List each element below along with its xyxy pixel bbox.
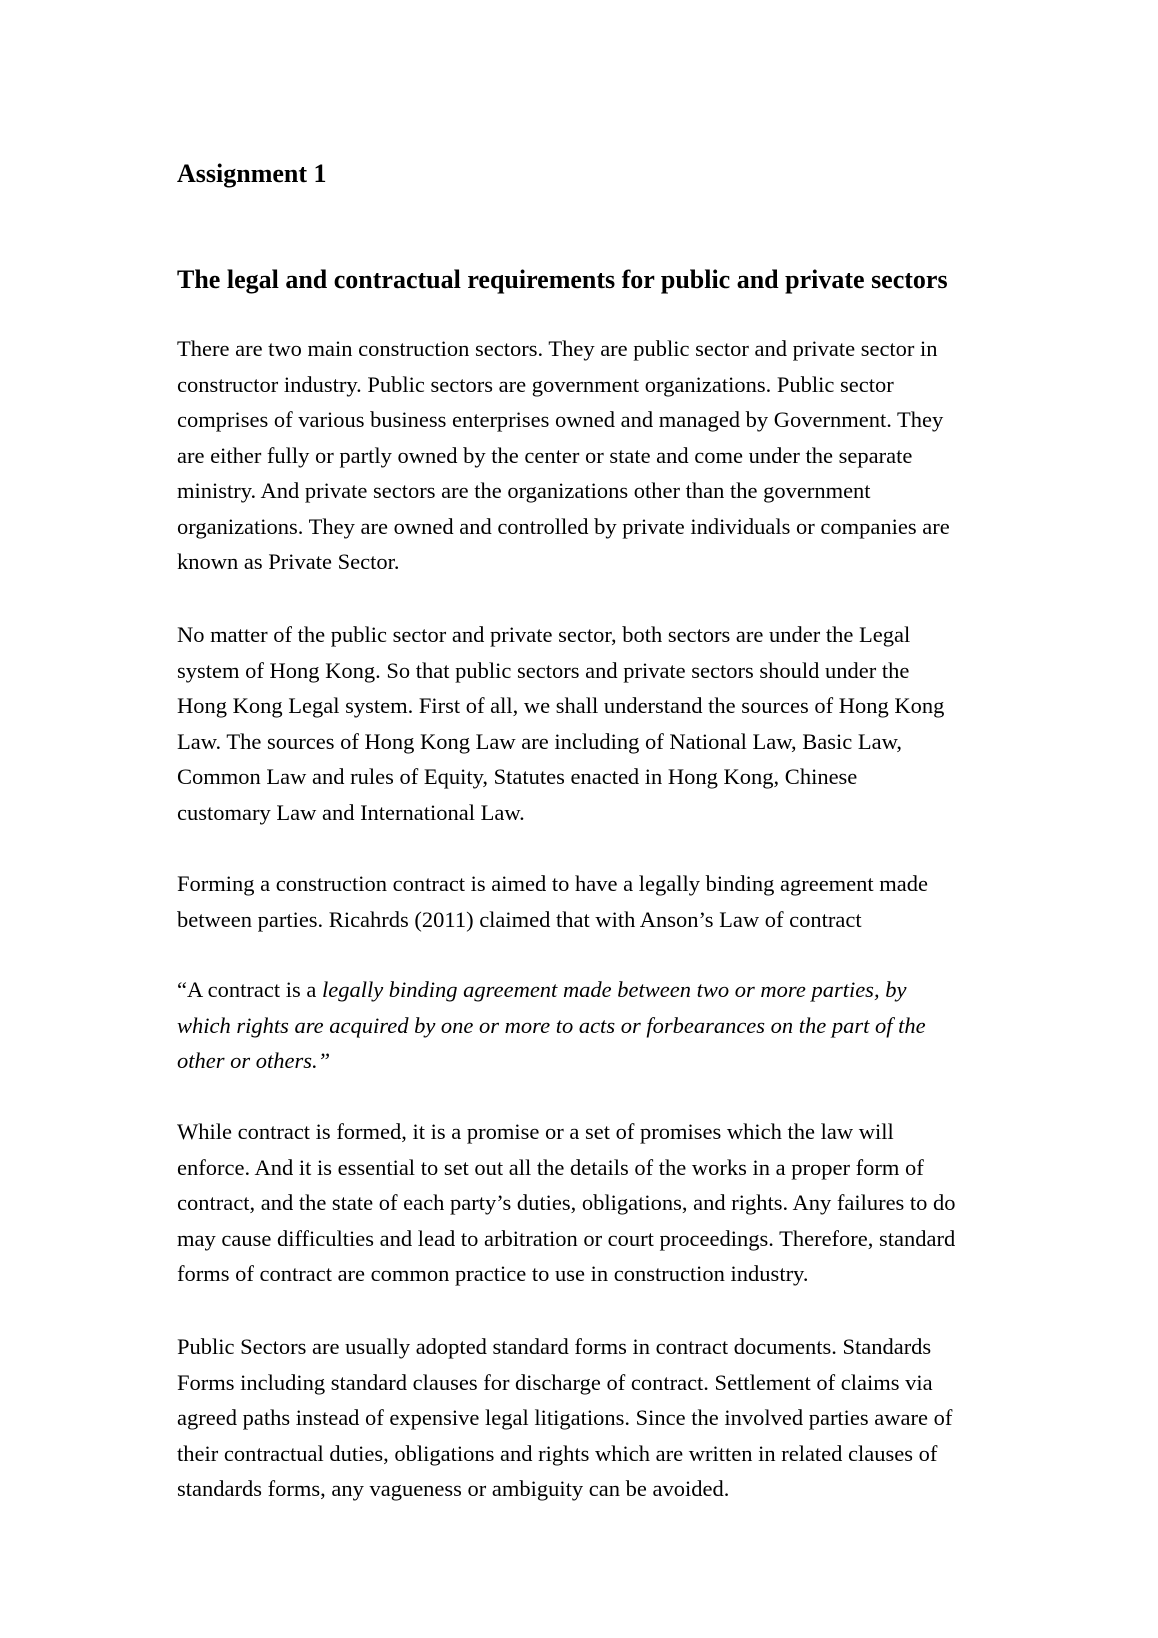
paragraph-line: enforce. And it is essential to set out all the details of the works in a proper form of (177, 1154, 924, 1180)
quote-lead: “A contract is a (177, 977, 322, 1002)
document-title: Assignment 1 (177, 159, 327, 188)
paragraph-line: their contractual duties, obligations and rights which are written in related clauses of (177, 1440, 938, 1466)
contract-definition-quote (177, 972, 1003, 1079)
paragraph-line: known as Private Sector. (177, 549, 400, 574)
quote-line: which rights are acquired by one or more to acts or forbearances on the part of the (177, 1012, 926, 1038)
paragraph-line: comprises of various business enterprises owned and managed by Government. They (177, 407, 944, 432)
paragraph-line: Forms including standard clauses for discharge of contract. Settlement of claims via (177, 1369, 933, 1395)
paragraph-line: standards forms, any vagueness or ambiguity can be avoided. (177, 1476, 730, 1501)
paragraph-line: No matter of the public sector and private sector, both sectors are under the Legal (177, 622, 911, 647)
paragraph-line: ministry. And private sectors are the organizations other than the government (177, 478, 871, 503)
paragraph-line: agreed paths instead of expensive legal litigations. Since the involved parties aware of (177, 1405, 953, 1430)
paragraph-contract-formation (177, 1114, 1003, 1292)
paragraph-line: system of Hong Kong. So that public sectors and private sectors should under the (177, 657, 910, 683)
paragraph-line: are either fully or partly owned by the center or state and come under the separate (177, 442, 913, 468)
section-heading: The legal and contractual requirements for public and private sectors (177, 265, 948, 294)
paragraph-line: contract, and the state of each party’s duties, obligations, and rights. Any failures to do (177, 1190, 956, 1215)
paragraph-line: constructor industry. Public sectors are government organizations. Public sector (177, 371, 894, 397)
paragraph-line: Law. The sources of Hong Kong Law are including of National Law, Basic Law, (177, 728, 902, 754)
paragraph-line: forms of contract are common practice to use in construction industry. (177, 1261, 809, 1286)
paragraph-line: While contract is formed, it is a promise or a set of promises which the law will (177, 1119, 894, 1144)
paragraph-line: Hong Kong Legal system. First of all, we shall understand the sources of Hong Kong (177, 693, 945, 718)
quote-line (177, 972, 1003, 1008)
paragraph-line: Public Sectors are usually adopted standard forms in contract documents. Standards (177, 1334, 932, 1359)
paragraph-standard-forms (177, 1329, 1003, 1507)
quote-italic: legally binding agreement made between two or more parties, by (321, 977, 907, 1002)
paragraph-construction-contract (177, 866, 1003, 937)
paragraph-line: between parties. Ricahrds (2011) claimed that with Anson’s Law of contract (177, 906, 862, 932)
paragraph-line: may cause difficulties and lead to arbitration or court proceedings. Therefore, standard (177, 1225, 956, 1251)
paragraph-legal-system (177, 617, 1003, 830)
quote-line: other or others.” (177, 1048, 331, 1073)
paragraph-line: Forming a construction contract is aimed to have a legally binding agreement made (177, 871, 929, 896)
paragraph-line: Common Law and rules of Equity, Statutes enacted in Hong Kong, Chinese (177, 764, 858, 789)
paragraph-line: customary Law and International Law. (177, 799, 525, 825)
paragraph-line: organizations. They are owned and controlled by private individuals or companies are (177, 513, 950, 539)
paragraph-line: There are two main construction sectors. They are public sector and private sector in (177, 336, 938, 361)
paragraph-sectors (177, 331, 1003, 580)
